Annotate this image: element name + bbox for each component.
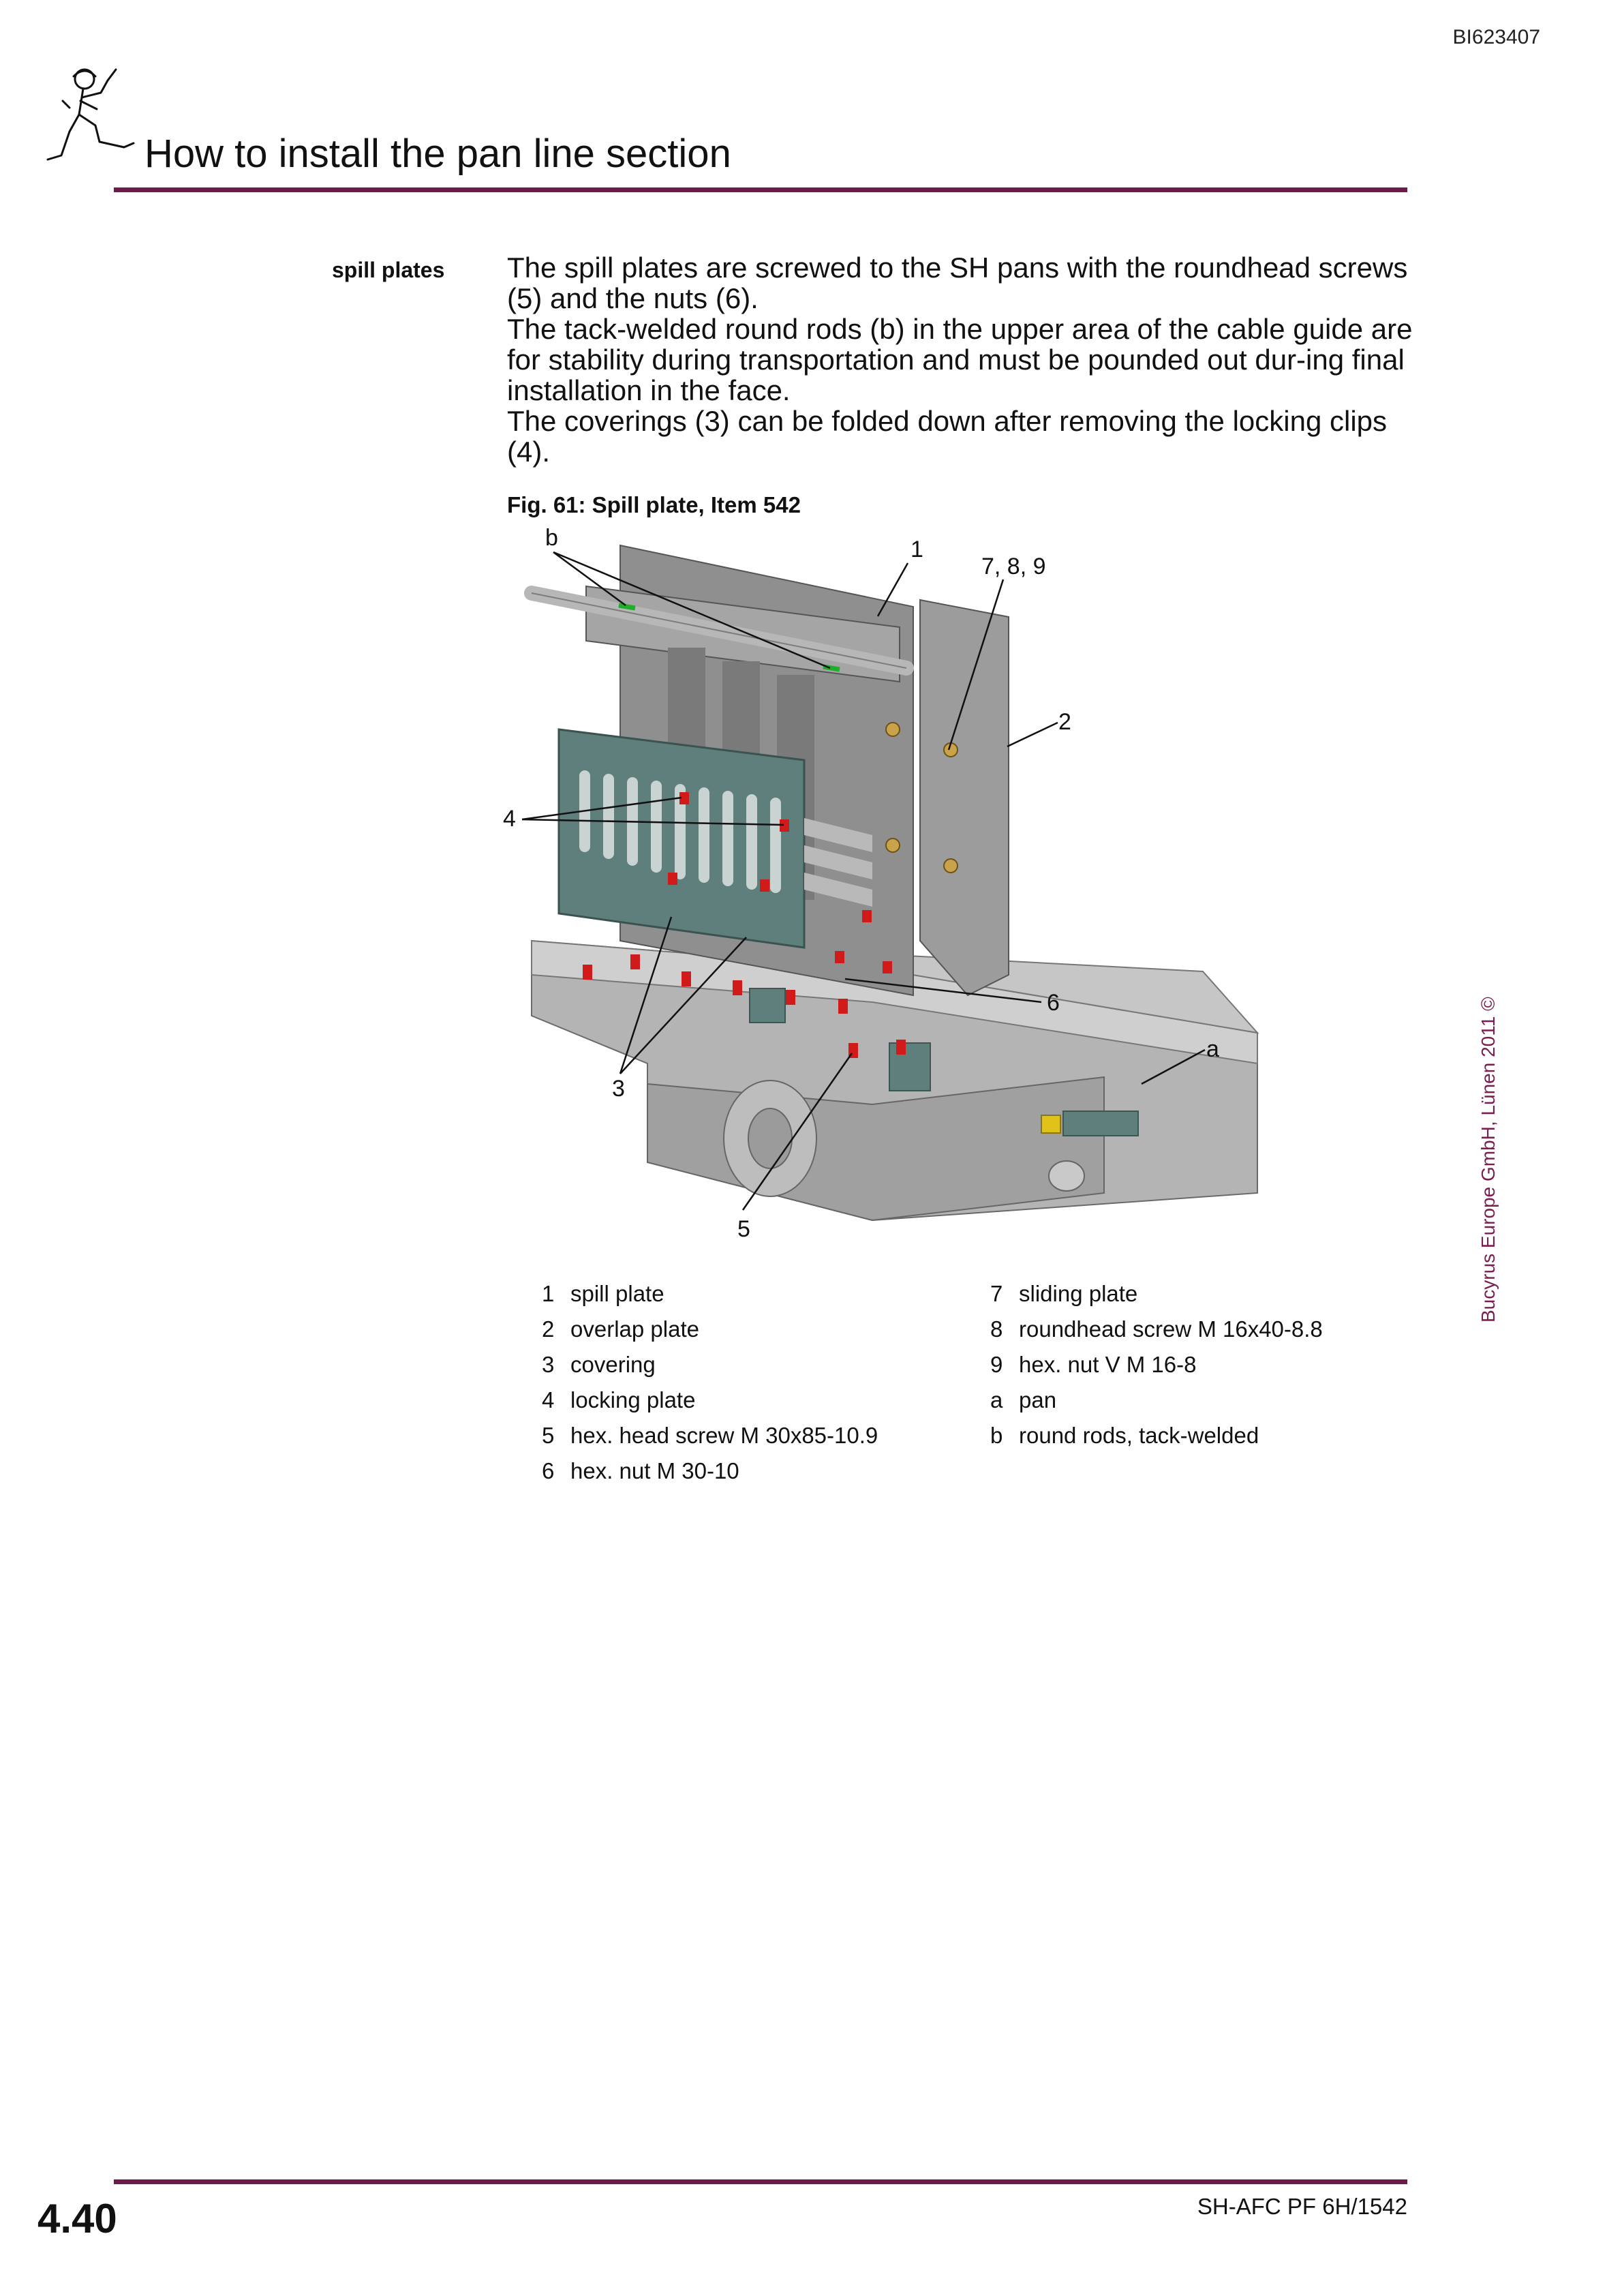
document-code: SH-AFC PF 6H/1542: [1197, 2194, 1407, 2219]
figure-caption: Fig. 61: Spill plate, Item 542: [507, 492, 801, 517]
legend-item: [990, 1276, 1323, 1312]
legend-item: [990, 1347, 1323, 1383]
legend-key: a: [990, 1387, 1003, 1413]
legend-text: covering: [570, 1352, 656, 1377]
legend-key: 3: [542, 1352, 555, 1377]
legend-text: overlap plate: [570, 1316, 699, 1342]
legend-text: locking plate: [570, 1387, 696, 1413]
legend-item: [990, 1418, 1323, 1453]
legend-key: 8: [990, 1316, 1003, 1342]
body-paragraph-3: The coverings (3) can be folded down after removing the locking clips (4).: [507, 405, 1388, 468]
installer-worker-icon: [42, 60, 144, 179]
legend-item: [542, 1276, 878, 1312]
legend-key: 4: [542, 1387, 555, 1413]
copyright-notice: Bucyrus Europe GmbH, Lünen 2011 ©: [1478, 997, 1499, 1323]
section-body-text: [507, 252, 1413, 467]
legend-key: 9: [990, 1352, 1003, 1377]
legend-text: spill plate: [570, 1281, 664, 1306]
header-rule: [114, 187, 1407, 192]
legend-text: pan: [1019, 1387, 1057, 1413]
body-paragraph-2: The tack-welded round rods (b) in the upper area of the cable guide are for stability during transportation and must be pounded out dur-ing final installation in the face.: [507, 313, 1413, 406]
document-id: BI623407: [1452, 26, 1540, 48]
legend-text: sliding plate: [1019, 1281, 1138, 1306]
callout-7-8-9: 7, 8, 9: [981, 554, 1046, 579]
callout-3: 3: [612, 1076, 625, 1102]
legend-item: [542, 1383, 878, 1418]
legend-item: [542, 1453, 878, 1489]
footer-rule: [114, 2179, 1407, 2184]
legend-key: 2: [542, 1316, 555, 1342]
legend-text: round rods, tack-welded: [1019, 1423, 1259, 1448]
legend-text: hex. nut V M 16-8: [1019, 1352, 1197, 1377]
callout-4: 4: [503, 806, 516, 832]
callout-2: 2: [1058, 709, 1071, 735]
legend-item: [542, 1312, 878, 1347]
page-number: 4.40: [37, 2196, 117, 2241]
callout-a: a: [1206, 1036, 1219, 1062]
callout-6: 6: [1047, 990, 1060, 1016]
legend-key: 5: [542, 1423, 555, 1448]
legend-key: 6: [542, 1458, 555, 1483]
legend-key: 1: [542, 1281, 555, 1306]
legend-item: [990, 1312, 1323, 1347]
page-title: How to install the pan line section: [144, 132, 731, 176]
callout-5: 5: [737, 1216, 750, 1242]
legend-text: roundhead screw M 16x40-8.8: [1019, 1316, 1323, 1342]
legend-item: [542, 1347, 878, 1383]
spill-plate-figure: [491, 525, 1309, 1271]
legend-key: b: [990, 1423, 1003, 1448]
legend-left-column: [542, 1276, 878, 1489]
legend-item: [990, 1383, 1323, 1418]
legend-text: hex. head screw M 30x85-10.9: [570, 1423, 878, 1448]
legend-key: 7: [990, 1281, 1003, 1306]
body-paragraph-1: The spill plates are screwed to the SH pans with the roundhead screws (5) and the nuts (6).: [507, 252, 1408, 314]
legend-item: [542, 1418, 878, 1453]
legend-text: hex. nut M 30-10: [570, 1458, 739, 1483]
callout-1: 1: [911, 537, 923, 562]
section-side-label: spill plates: [332, 258, 445, 282]
legend-right-column: [990, 1276, 1323, 1453]
callout-b: b: [545, 525, 558, 551]
